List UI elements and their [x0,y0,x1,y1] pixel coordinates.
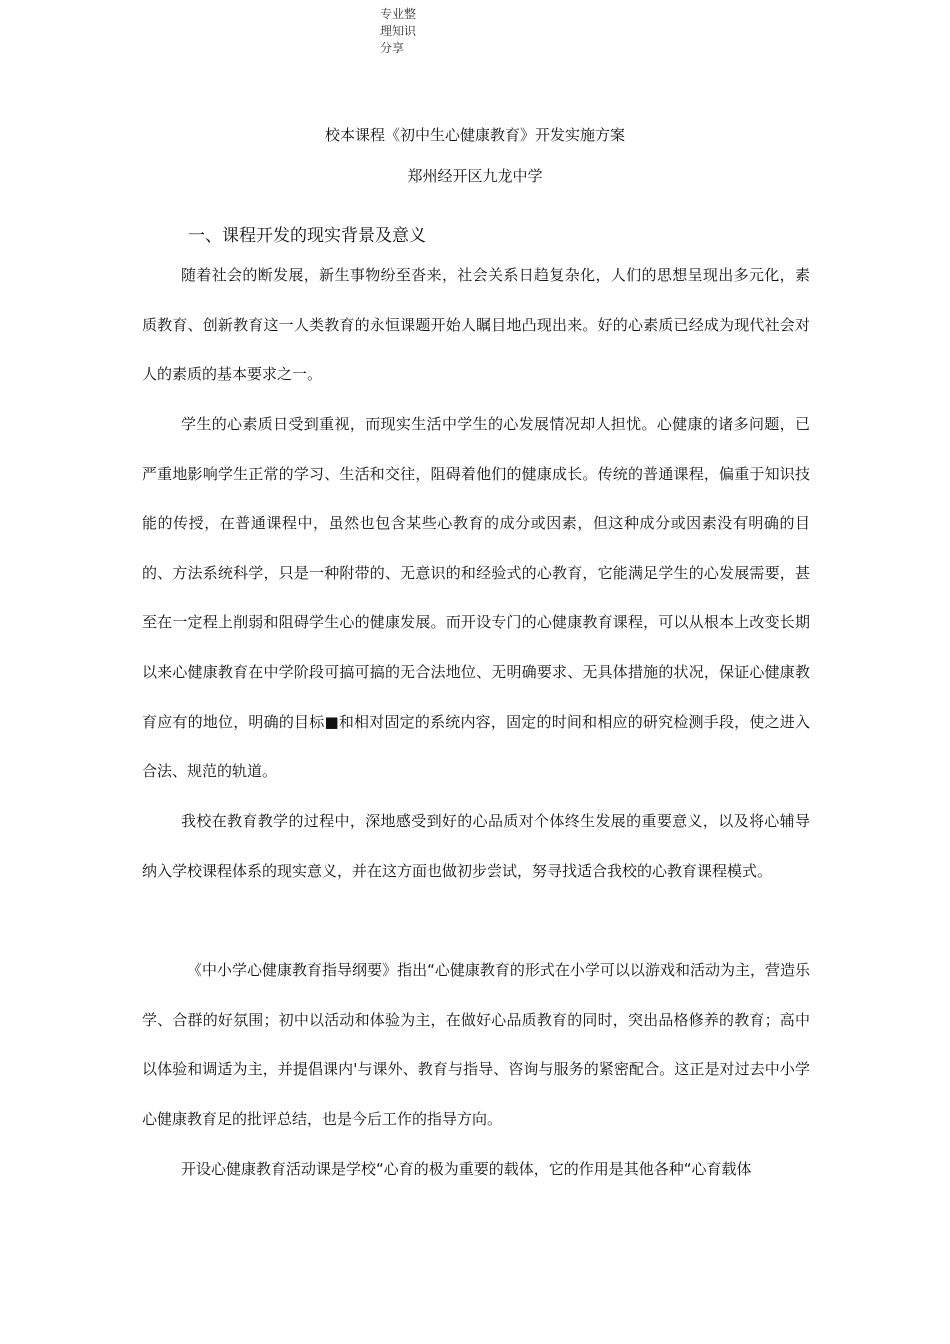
header-note: 专业整理知识分享 [380,7,417,55]
paragraph-3-block [142,797,810,896]
paragraph: 《中小学心健康教育指导纲要》指出“心健康教育的形式在小学可以以游戏和活动为主，营造乐学、合群的好氛围；初中以活动和体验为主，在做好心品质教育的同时，突出品格修养的教育；高中以体验和调适为主，并提倡课内'与课外、教育与指导、咨询与服务的紧密配合。这正是对过去中小学心健康教育足的批评总结，也是今后工作的指导方向。 [142,961,810,1128]
section-heading: 一、课程开发的现实背景及意义 [188,226,426,246]
paragraph: 开设心健康教育活动课是学校“心育的极为重要的载体，它的作用是其他各种“心育载体 [181,1160,752,1178]
paragraph: 我校在教育教学的过程中，深地感受到好的心品质对个体终生发展的重要意义，以及将心辅导纳入学校课程体系的现实意义，并在这方面也做初步尝试，努寻找适合我校的心教育课程模式。 [142,812,810,880]
document-title: 校本课程《初中生心健康教育》开发实施方案 [324,126,625,144]
paragraph-1-block [142,251,810,400]
paragraph: 随着社会的断发展，新生事物纷至沓来，社会关系日趋复杂化，人们的思想呈现出多元化，素质教育、创新教育这一人类教育的永恒课题开始人瞩目地凸现出来。好的心素质已经成为现代社会对人的素质的基本要求之一。 [142,266,810,384]
paragraph: 学生的心素质日受到重视，而现实生活中学生的心发展情况却人担忧。心健康的诸多问题，已严重地影响学生正常的学习、生活和交往，阻碍着他们的健康成长。传统的普通课程，偏重于知识技能的传授，在普通课程中，虽然也包含某些心教育的成分或因素，但这种成分或因素没有明确的目的、方法系统科学，只是一种附带的、无意识的和经验式的心教育，它能满足学生的心发展需要，甚至在一定程上削弱和阻碍学生心的健康发展。而开设专门的心健康教育课程，可以从根本上改变长期以来心健康教育在中学阶段可搞可搞的无合法地位、无明确要求、无具体措施的状况，保证心健康教育应有的地位，明确的目标■和相对固定的系统内容，固定的时间和相应的研究检测手段，使之进入合法、规范的轨道。 [142,415,810,781]
paragraph-5-block [142,1145,810,1195]
school-name: 郑州经开区九龙中学 [407,167,543,185]
paragraph-4-block [142,946,810,1144]
paragraph-2-block [142,400,810,797]
